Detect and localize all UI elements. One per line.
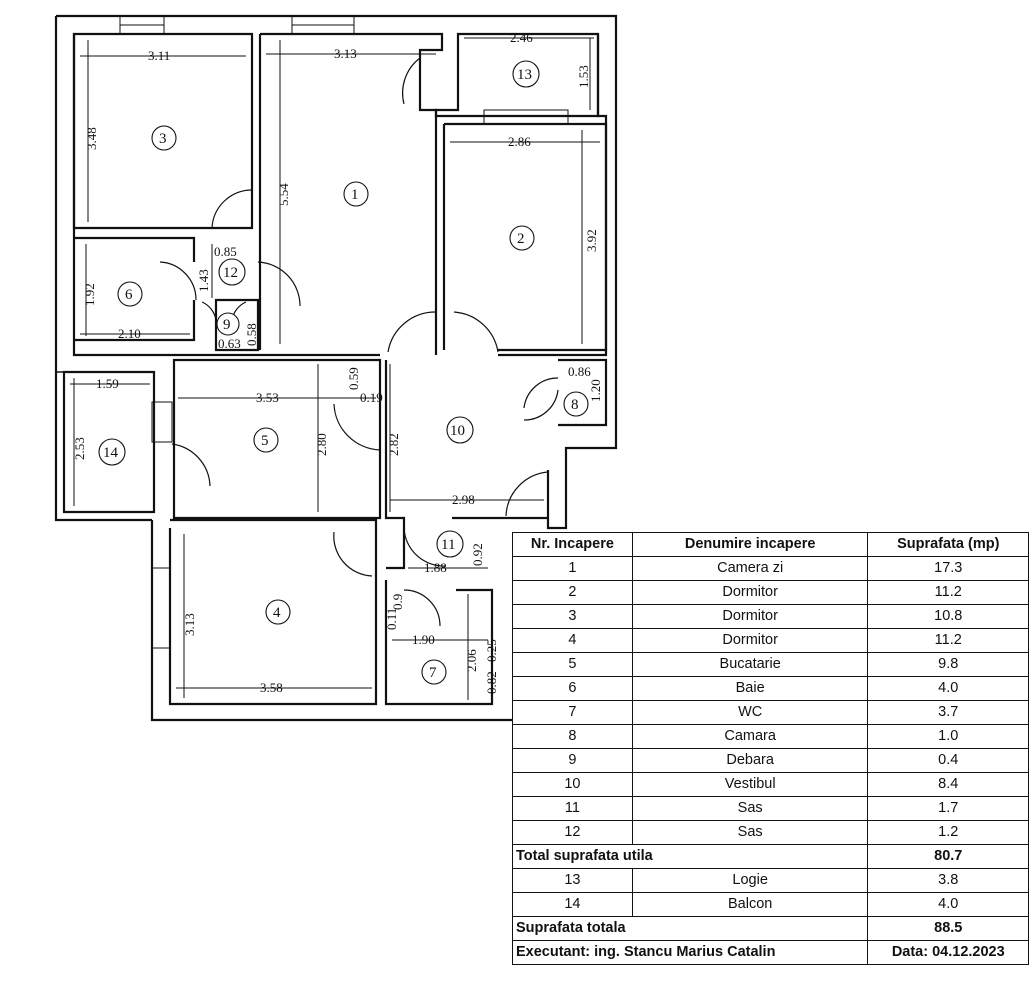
room-number: 4 (273, 605, 281, 621)
room-number: 14 (103, 445, 118, 461)
room-number-cell: 7 (513, 701, 633, 725)
room-number-cell: 3 (513, 605, 633, 629)
room-number: 3 (159, 131, 167, 147)
room-number: 9 (223, 317, 231, 333)
dim-label: 1.59 (96, 376, 119, 391)
room-area-cell: 4.0 (868, 677, 1029, 701)
executant-label: Executant: ing. Stancu Marius Catalin (513, 941, 868, 965)
dim-label: 2.10 (118, 326, 141, 341)
room-area-cell: 1.7 (868, 797, 1029, 821)
table-row (513, 749, 1029, 773)
dim-label: 1.20 (588, 379, 603, 402)
dim-label: 3.11 (148, 48, 171, 63)
dim-label: 2.53 (72, 437, 87, 460)
room-name-cell: Logie (632, 869, 868, 893)
room-name-cell: Baie (632, 677, 868, 701)
room-number: 5 (261, 433, 269, 449)
table-row (513, 557, 1029, 581)
room-area-cell: 4.0 (868, 893, 1029, 917)
dim-label: 2.82 (386, 433, 401, 456)
dim-label: 0.58 (244, 323, 259, 346)
room-number: 2 (517, 231, 525, 247)
room-name-cell: Dormitor (632, 629, 868, 653)
room-name-cell: Sas (632, 797, 868, 821)
room-area-cell: 1.2 (868, 821, 1029, 845)
room-number: 6 (125, 287, 133, 303)
dim-label: 2.46 (510, 30, 533, 45)
dim-label: 3.13 (182, 613, 197, 636)
dim-label: 2.98 (452, 492, 475, 507)
dim-label: 0.85 (214, 244, 237, 259)
dim-label: 1.90 (412, 632, 435, 647)
room-number-cell: 13 (513, 869, 633, 893)
dim-label: 3.13 (334, 46, 357, 61)
table-row (513, 821, 1029, 845)
room-area-cell: 8.4 (868, 773, 1029, 797)
room-number-cell: 2 (513, 581, 633, 605)
dim-label: 0.11 (384, 607, 399, 630)
dim-label: 0.19 (360, 390, 383, 405)
dim-label: 3.58 (260, 680, 283, 695)
table-row (513, 701, 1029, 725)
room-number-cell: 8 (513, 725, 633, 749)
room-number-cell: 12 (513, 821, 633, 845)
table-extra-body (513, 869, 1029, 917)
room-area-cell: 17.3 (868, 557, 1029, 581)
dim-label: 2.06 (464, 649, 479, 672)
room-area-cell: 1.0 (868, 725, 1029, 749)
dim-label: 1.88 (424, 560, 447, 575)
total-util-value: 80.7 (868, 845, 1029, 869)
table-row (513, 629, 1029, 653)
table-row (513, 773, 1029, 797)
room-name-cell: Bucatarie (632, 653, 868, 677)
room-name-cell: Sas (632, 821, 868, 845)
room-number: 7 (429, 665, 437, 681)
room-name-cell: Debara (632, 749, 868, 773)
dim-label: 1.53 (576, 65, 591, 88)
dim-label: 0.9 (390, 593, 405, 610)
room-number: 1 (351, 187, 359, 203)
room-area-cell: 11.2 (868, 581, 1029, 605)
room-area-table (512, 532, 1029, 965)
table-row (513, 677, 1029, 701)
room-number-cell: 14 (513, 893, 633, 917)
dim-label: 3.48 (84, 127, 99, 150)
dim-label: 2.80 (314, 433, 329, 456)
room-name-cell: Balcon (632, 893, 868, 917)
total-value: 88.5 (868, 917, 1029, 941)
room-name-cell: Dormitor (632, 605, 868, 629)
dim-label: 1.43 (196, 269, 211, 292)
table-row (513, 725, 1029, 749)
room-area-cell: 10.8 (868, 605, 1029, 629)
room-number: 13 (517, 67, 532, 83)
room-name-cell: Camera zi (632, 557, 868, 581)
dim-label: 0.92 (470, 543, 485, 566)
header-room-name: Denumire incapere (632, 533, 868, 557)
table-row (513, 869, 1029, 893)
total-label: Suprafata totala (513, 917, 868, 941)
room-area-cell: 9.8 (868, 653, 1029, 677)
room-number-cell: 4 (513, 629, 633, 653)
total-util-label: Total suprafata utila (513, 845, 868, 869)
table-row (513, 653, 1029, 677)
room-area-cell: 0.4 (868, 749, 1029, 773)
table-row (513, 605, 1029, 629)
dim-label: 0.59 (346, 367, 361, 390)
dim-label: 0.82 (484, 671, 499, 694)
room-name-cell: Camara (632, 725, 868, 749)
table-body (513, 557, 1029, 845)
table-header-row (513, 533, 1029, 557)
header-area: Suprafata (mp) (868, 533, 1029, 557)
room-number-cell: 9 (513, 749, 633, 773)
header-room-number: Nr. Incapere (513, 533, 633, 557)
date-label: Data: 04.12.2023 (868, 941, 1029, 965)
room-number-cell: 1 (513, 557, 633, 581)
room-name-cell: WC (632, 701, 868, 725)
dim-label: 5.54 (276, 183, 291, 206)
dim-label: 0.86 (568, 364, 591, 379)
room-number-cell: 11 (513, 797, 633, 821)
table-row (513, 581, 1029, 605)
dim-label: 2.86 (508, 134, 531, 149)
room-area-cell: 3.7 (868, 701, 1029, 725)
room-name-cell: Vestibul (632, 773, 868, 797)
total-row (513, 917, 1029, 941)
room-number-cell: 6 (513, 677, 633, 701)
dim-label: 0.25 (484, 639, 499, 662)
room-number: 12 (223, 265, 238, 281)
room-number: 8 (571, 397, 579, 413)
room-number-cell: 10 (513, 773, 633, 797)
room-name-cell: Dormitor (632, 581, 868, 605)
dim-label: 0.63 (218, 336, 241, 351)
total-util-row (513, 845, 1029, 869)
room-area-cell: 11.2 (868, 629, 1029, 653)
dim-label: 1.92 (82, 283, 97, 306)
room-number: 10 (450, 423, 465, 439)
footer-row (513, 941, 1029, 965)
room-number-cell: 5 (513, 653, 633, 677)
dim-label: 3.92 (584, 229, 599, 252)
room-area-cell: 3.8 (868, 869, 1029, 893)
room-number: 11 (441, 537, 456, 553)
window-marks (120, 16, 568, 648)
table-row (513, 893, 1029, 917)
dim-label: 3.53 (256, 390, 279, 405)
table-row (513, 797, 1029, 821)
